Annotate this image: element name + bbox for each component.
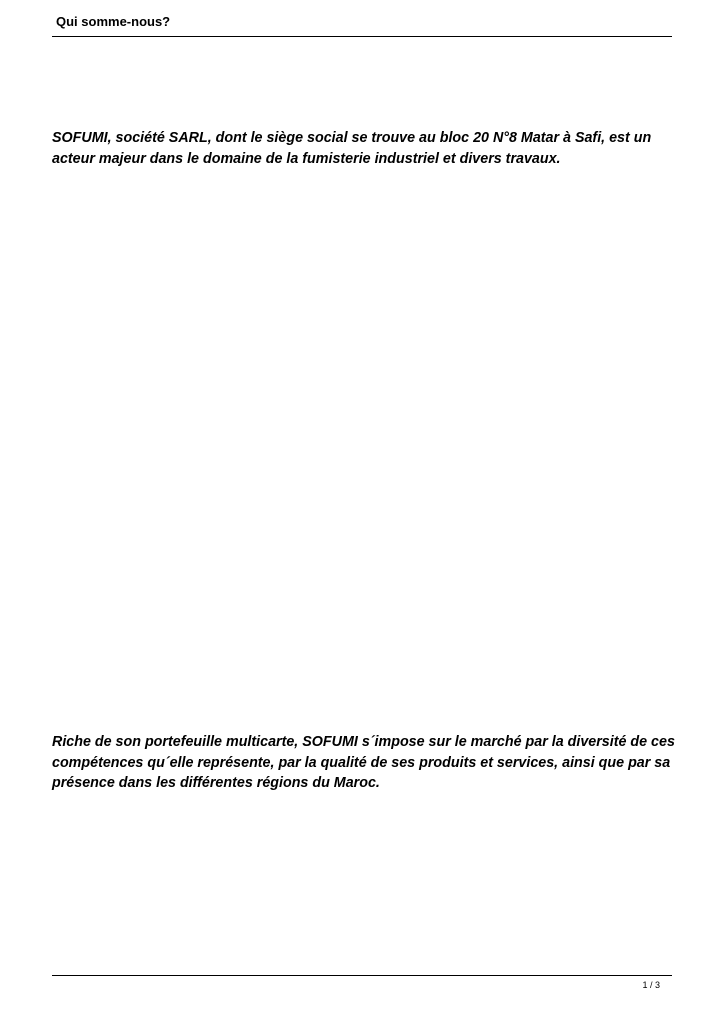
page-footer bbox=[52, 975, 672, 996]
page-header bbox=[52, 14, 672, 37]
page-title: Qui somme-nous? bbox=[56, 14, 171, 29]
page-number: 1 / 3 bbox=[642, 980, 660, 990]
portfolio-paragraph: Riche de son portefeuille multicarte, SOFUMI s´impose sur le marché par la diversité de ces compétences qu´elle représente, par la qualité de ses produits et services, ainsi que par sa présence dans les différentes régions du Maroc. bbox=[52, 734, 675, 791]
intro-paragraph: SOFUMI, société SARL, dont le siège social se trouve au bloc 20 N°8 Matar à Safi, est un acteur majeur dans le domaine de la fumisterie industriel et divers travaux. bbox=[52, 130, 652, 167]
